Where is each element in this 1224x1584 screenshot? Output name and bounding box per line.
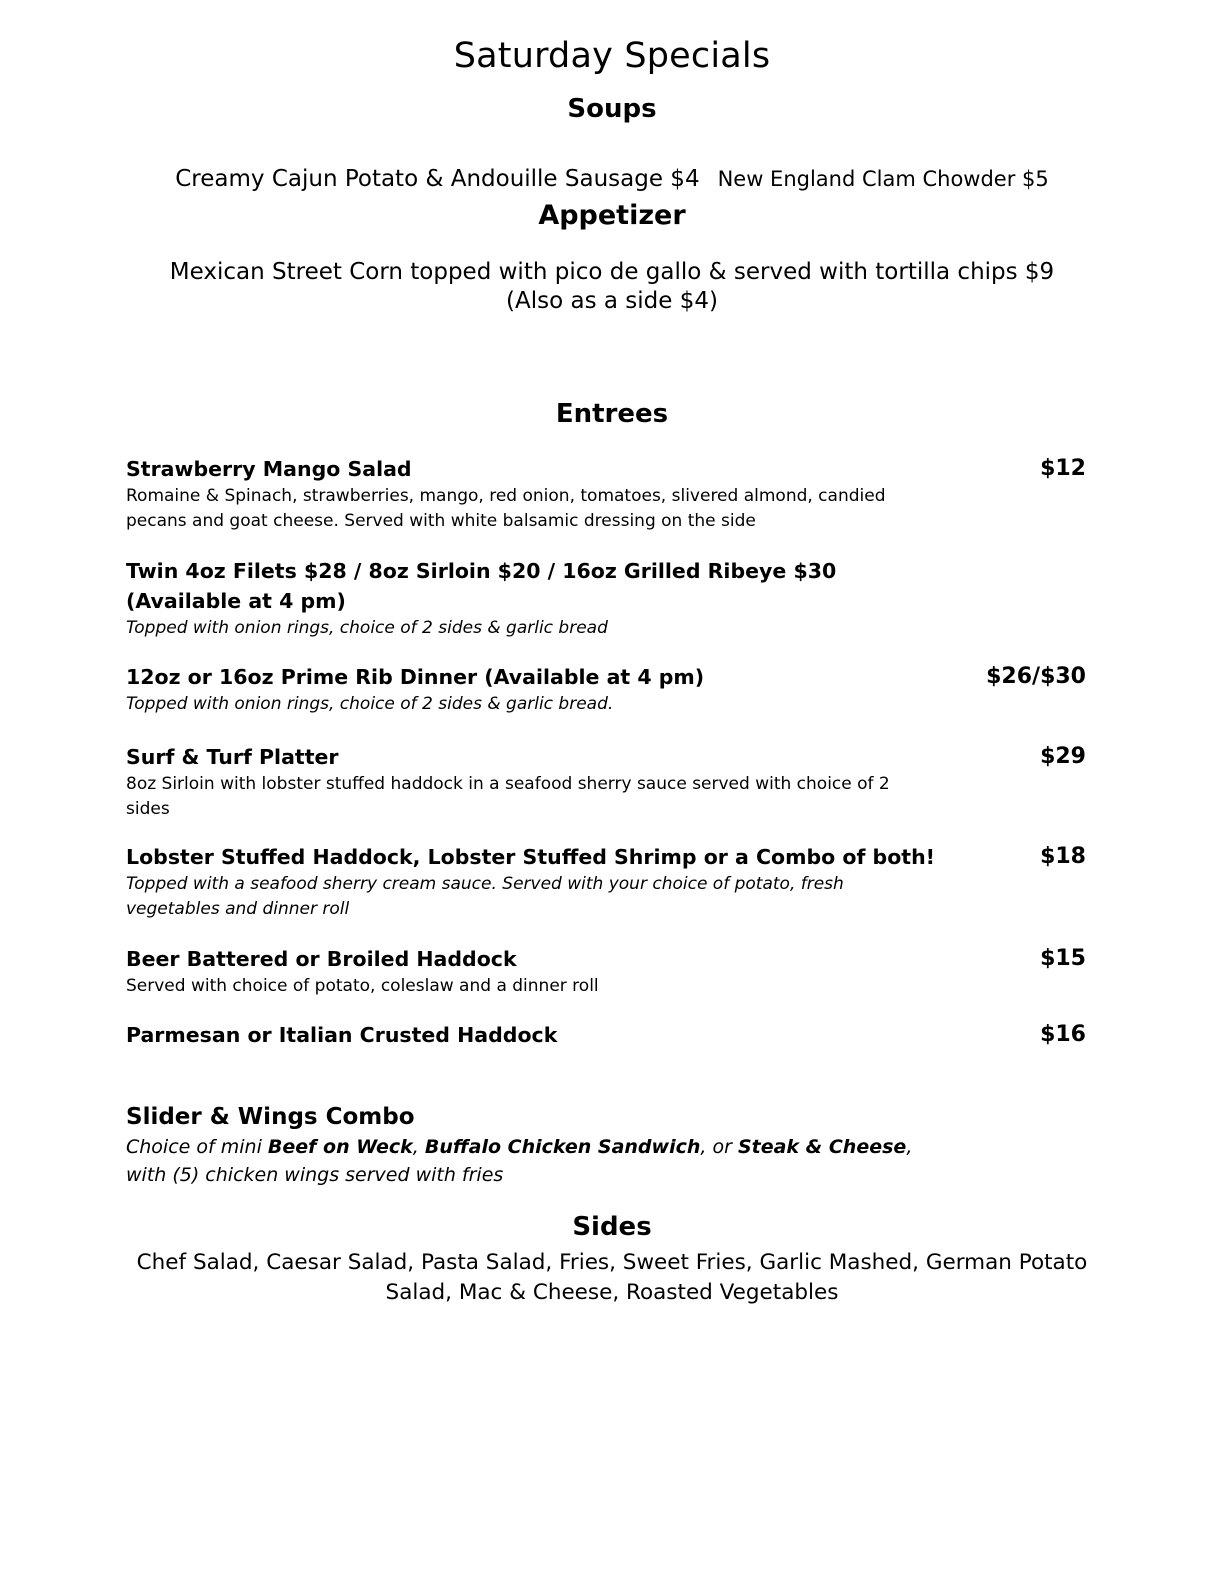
entree-name: Strawberry Mango Salad bbox=[126, 457, 412, 481]
entree-name: Surf & Turf Platter bbox=[126, 745, 339, 769]
appetizer-line-1: Mexican Street Corn topped with pico de gallo & served with tortilla chips $9 bbox=[169, 259, 1055, 285]
sides-heading: Sides bbox=[572, 1212, 652, 1242]
entree-item bbox=[126, 454, 1086, 534]
entrees-heading: Entrees bbox=[555, 399, 669, 429]
entree-price: $16 bbox=[1040, 1022, 1086, 1047]
soups-heading: Soups bbox=[567, 94, 657, 124]
soup-item-2: New England Clam Chowder $5 bbox=[717, 167, 1049, 191]
entree-price: $12 bbox=[1040, 456, 1086, 481]
entree-item bbox=[126, 944, 1086, 999]
combo-prefix: Choice of mini bbox=[126, 1136, 268, 1158]
combo-item bbox=[126, 1102, 1026, 1189]
sides-list: Chef Salad, Caesar Salad, Pasta Salad, Fries, Sweet Fries, Garlic Mashed, German Potato Salad, Mac & Cheese, Roasted Vegetables bbox=[136, 1250, 1088, 1305]
soup-item-1: Creamy Cajun Potato & Andouille Sausage $4 bbox=[175, 166, 700, 192]
entree-name: Beer Battered or Broiled Haddock bbox=[126, 947, 517, 971]
combo-suffix: , bbox=[906, 1136, 913, 1158]
appetizer-heading: Appetizer bbox=[538, 200, 686, 231]
entree-name: 12oz or 16oz Prime Rib Dinner (Available at 4 pm) bbox=[126, 665, 705, 689]
entree-price: $26/$30 bbox=[986, 664, 1086, 689]
entree-item bbox=[126, 1020, 1086, 1050]
entree-price: $29 bbox=[1040, 744, 1086, 769]
appetizer-description bbox=[0, 258, 1224, 316]
combo-sep-2: , or bbox=[700, 1136, 738, 1158]
combo-description bbox=[126, 1133, 1026, 1189]
combo-sep-1: , bbox=[412, 1136, 425, 1158]
entree-description: Served with choice of potato, coleslaw and a dinner roll bbox=[126, 976, 599, 996]
entree-description: Topped with a seafood sherry cream sauce. Served with your choice of potato, fresh vegetables and dinner roll bbox=[126, 874, 844, 919]
entree-description: Topped with onion rings, choice of 2 sides & garlic bread bbox=[126, 618, 608, 638]
combo-name: Slider & Wings Combo bbox=[126, 1104, 415, 1130]
soups-line bbox=[0, 166, 1224, 192]
appetizer-line-2: (Also as a side $4) bbox=[506, 288, 718, 314]
combo-option-2: Buffalo Chicken Sandwich bbox=[424, 1136, 701, 1158]
entree-price: $18 bbox=[1040, 844, 1086, 869]
entree-name: Twin 4oz Filets $28 / 8oz Sirloin $20 / 16oz Grilled Ribeye $30 (Available at 4 pm) bbox=[126, 559, 837, 613]
entree-name: Lobster Stuffed Haddock, Lobster Stuffed Shrimp or a Combo of both! bbox=[126, 845, 936, 869]
page-title: Saturday Specials bbox=[453, 36, 771, 76]
entree-description: Topped with onion rings, choice of 2 sides & garlic bread. bbox=[126, 694, 614, 714]
entree-item bbox=[126, 556, 1086, 641]
entree-description: Romaine & Spinach, strawberries, mango, red onion, tomatoes, slivered almond, candied pecans and goat cheese. Served with white balsamic dressing on the side bbox=[126, 486, 886, 531]
entree-description: 8oz Sirloin with lobster stuffed haddock in a seafood sherry sauce served with choice of 2 sides bbox=[126, 774, 890, 819]
entree-price: $15 bbox=[1040, 946, 1086, 971]
combo-option-1: Beef on Weck bbox=[267, 1136, 413, 1158]
entree-item bbox=[126, 742, 1086, 822]
combo-option-3: Steak & Cheese bbox=[737, 1136, 907, 1158]
entree-item bbox=[126, 662, 1086, 717]
combo-line-2: with (5) chicken wings served with fries bbox=[126, 1164, 504, 1186]
entree-name: Parmesan or Italian Crusted Haddock bbox=[126, 1023, 558, 1047]
entree-item bbox=[126, 842, 1086, 922]
